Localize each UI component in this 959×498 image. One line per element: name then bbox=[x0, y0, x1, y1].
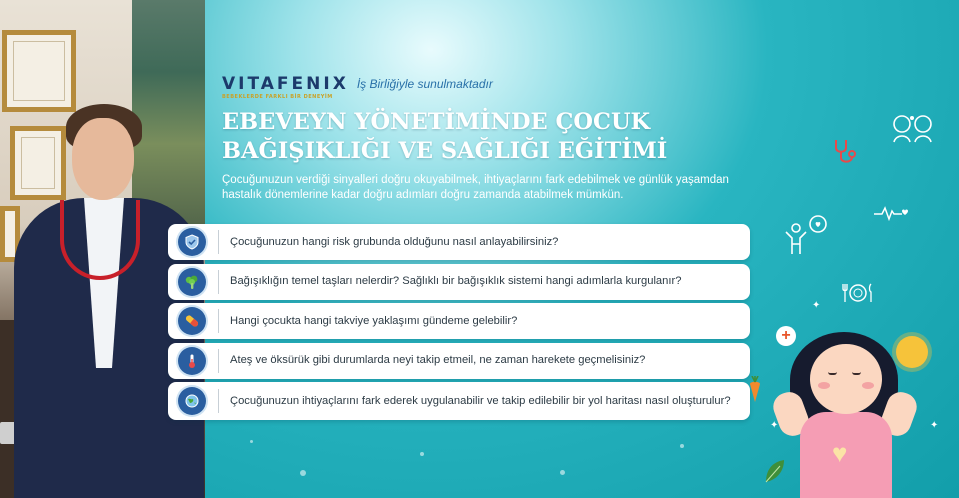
healthy-child-icon bbox=[780, 214, 830, 262]
doctor-face bbox=[72, 118, 134, 200]
page-subtitle: Çocuğunuzun verdiği sinyalleri doğru okuyabilmek, ihtiyaçlarını fark edebilmek ve günlük yaşamdan hastalık dönemlerine kadar doğru adımları doğru zamanda atabilmek mümkün. bbox=[222, 174, 729, 201]
brand-logo-text: VITAFENIX bbox=[222, 74, 349, 94]
stethoscope-icon bbox=[832, 138, 858, 171]
capsule-icon bbox=[178, 307, 206, 335]
sun-icon bbox=[896, 336, 928, 368]
decorative-dot bbox=[420, 452, 424, 456]
child-illustration-cheek bbox=[862, 382, 874, 389]
question-item bbox=[168, 303, 750, 339]
decorative-dot bbox=[560, 470, 565, 475]
question-text: Çocuğunuzun hangi risk grubunda olduğunu nasıl anlayabilirsiniz? bbox=[230, 235, 559, 248]
children-icon bbox=[890, 114, 936, 148]
child-illustration-cheek bbox=[818, 382, 830, 389]
divider bbox=[218, 309, 219, 333]
heartbeat-icon bbox=[874, 204, 910, 226]
stethoscope bbox=[60, 200, 140, 280]
leaf-icon bbox=[762, 456, 788, 490]
heart-icon: ♥ bbox=[832, 438, 848, 468]
question-list bbox=[168, 224, 750, 424]
divider bbox=[218, 270, 219, 294]
globe-icon bbox=[178, 387, 206, 415]
question-text: Ateş ve öksürük gibi durumlarda neyi takip etmeil, ne zaman harekete geçmelisiniz? bbox=[230, 354, 646, 366]
plate-cutlery-icon bbox=[842, 282, 874, 309]
divider bbox=[218, 389, 219, 413]
brand-tagline: İş Birliğiyle sunulmaktadır bbox=[356, 77, 493, 91]
shield-icon bbox=[178, 228, 206, 256]
question-item bbox=[168, 264, 750, 300]
brand-row bbox=[222, 74, 493, 100]
sparkle-icon: ✦ bbox=[770, 420, 779, 431]
brand-logo bbox=[222, 74, 349, 100]
certificate-frame bbox=[10, 126, 66, 200]
thermometer-icon bbox=[178, 347, 206, 375]
question-text: Çocuğunuzun ihtiyaçlarını fark ederek uygulanabilir ve takip edilebilir bir yol haritası nasıl oluşturulur? bbox=[230, 394, 731, 407]
page-title bbox=[222, 108, 742, 166]
divider bbox=[218, 230, 219, 254]
broccoli-icon bbox=[178, 268, 206, 296]
title-line-1: EBEVEYN YÖNETİMİNDE ÇOCUK bbox=[222, 109, 651, 135]
decorative-dot bbox=[680, 444, 684, 448]
sparkle-icon: ✦ bbox=[812, 300, 821, 311]
divider bbox=[218, 349, 219, 373]
question-text: Hangi çocukta hangi takviye yaklaşımı gündeme gelebilir? bbox=[230, 314, 518, 327]
title-line-2: BAĞIŞIKLIĞI VE SAĞLIĞI EĞİTİMİ bbox=[222, 138, 668, 164]
question-text: Bağışıklığın temel taşları nelerdir? Sağlıklı bir bağışıklık sistemi hangi adımlarla kurgulanır? bbox=[230, 275, 682, 287]
medical-cross-icon: + bbox=[776, 326, 796, 346]
question-item bbox=[168, 382, 750, 420]
certificate-frame bbox=[2, 30, 76, 112]
decorative-dot bbox=[300, 470, 306, 476]
brand-logo-subtext: BEBEKLERDE FARKLI BİR DENEYİM bbox=[222, 94, 333, 100]
question-item bbox=[168, 343, 750, 379]
carrot-icon bbox=[746, 376, 764, 407]
sparkle-icon: ✦ bbox=[930, 420, 939, 431]
child-illustration-face bbox=[810, 344, 882, 414]
decorative-dot bbox=[250, 440, 253, 443]
question-item bbox=[168, 224, 750, 260]
